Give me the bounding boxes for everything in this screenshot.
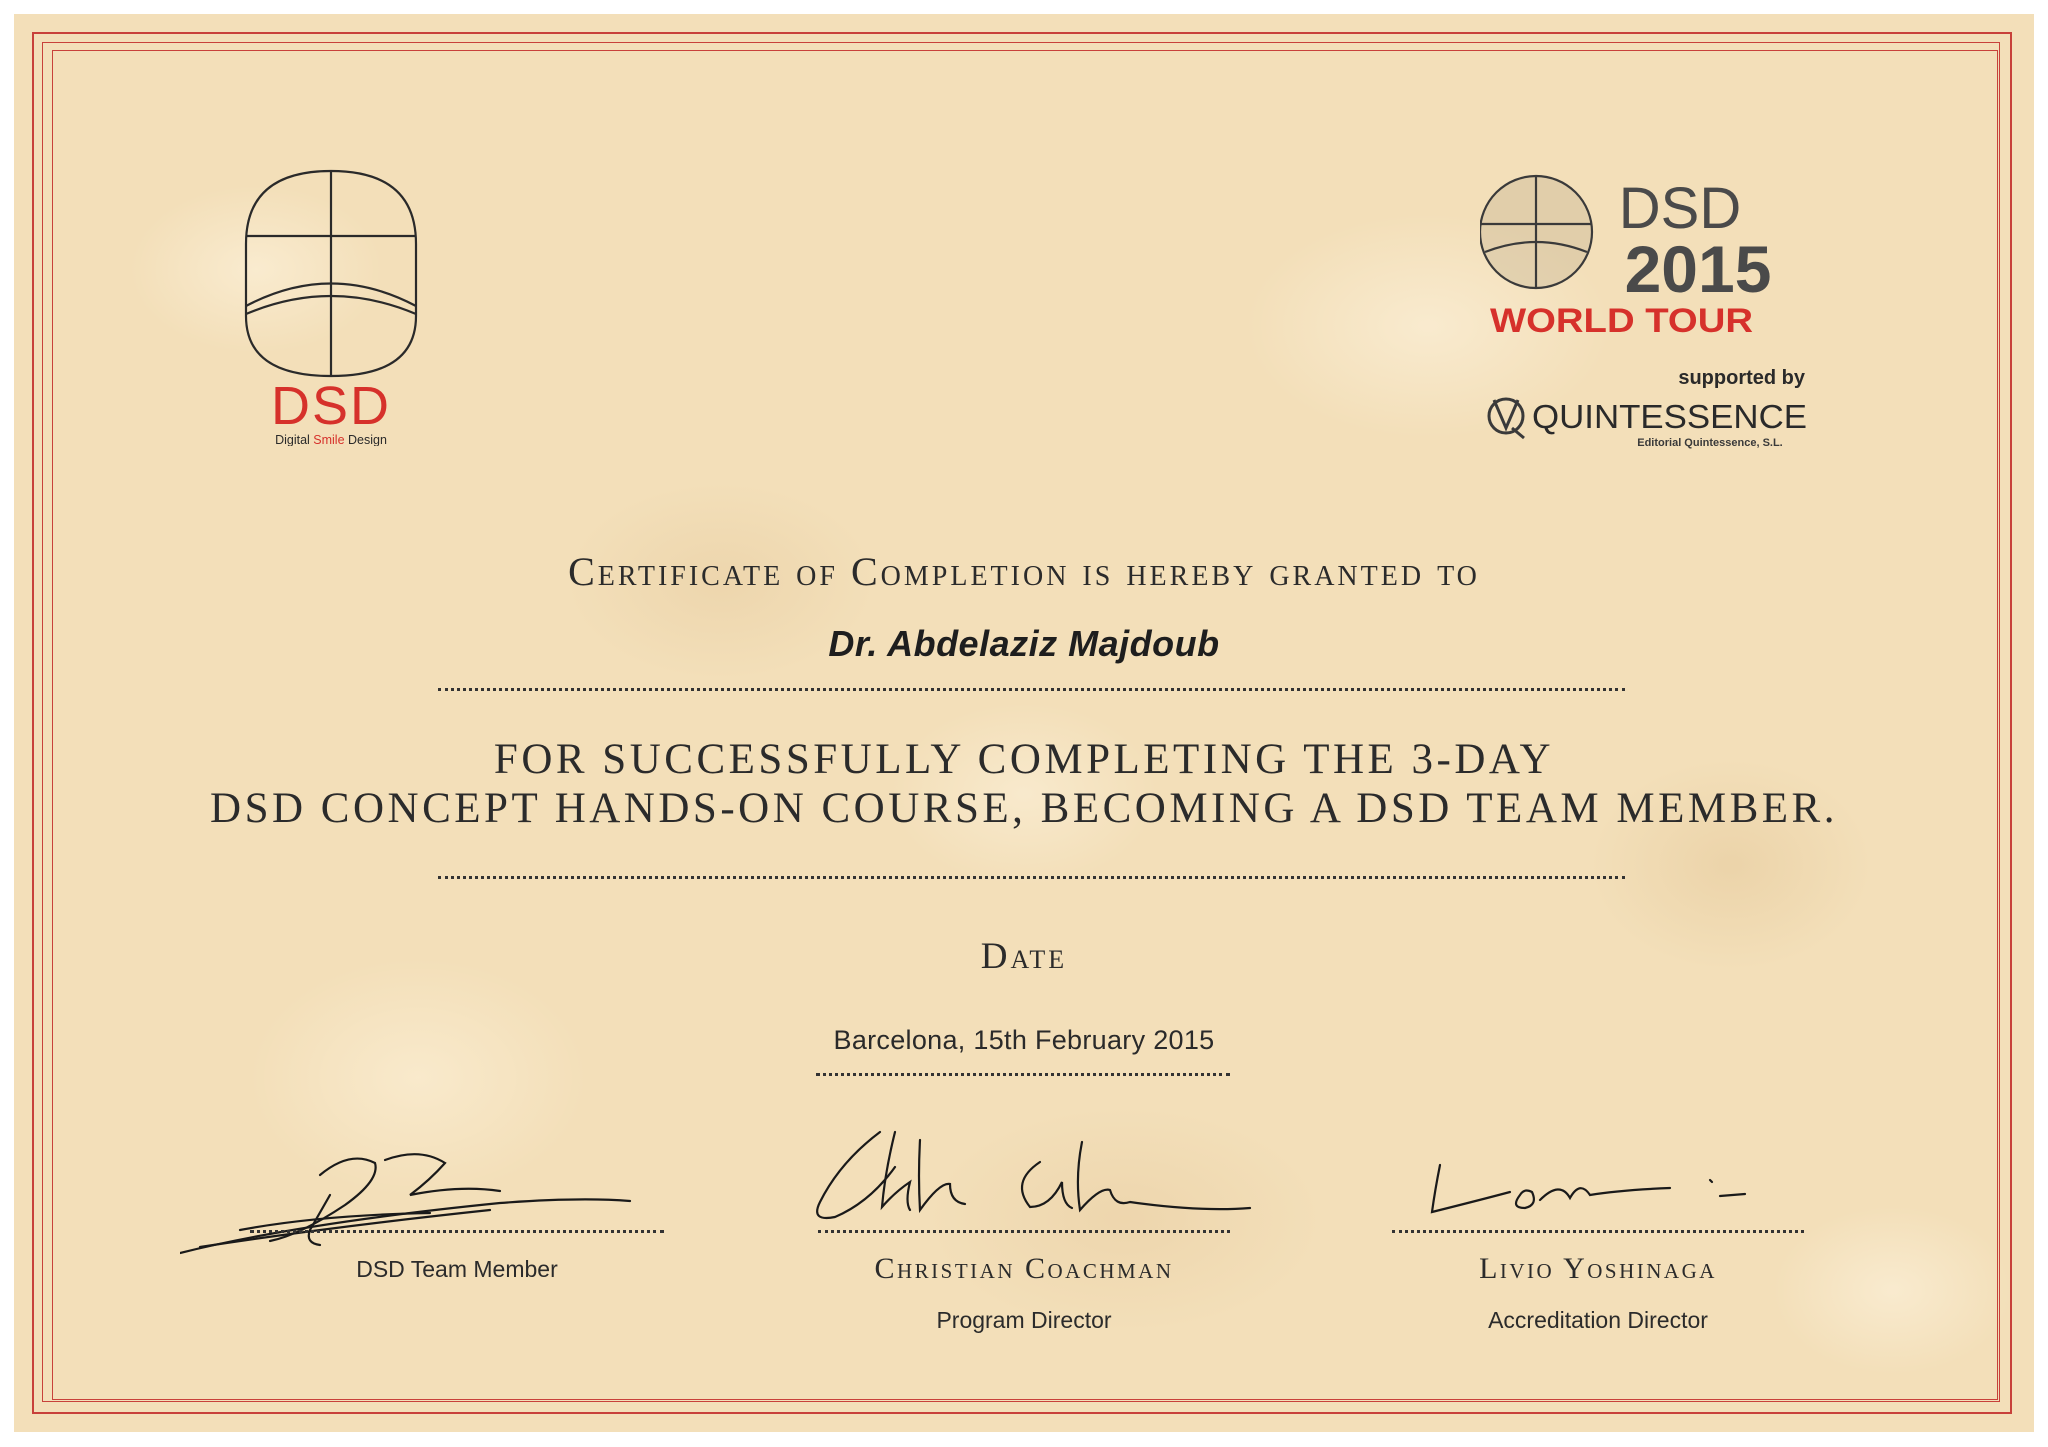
signature-christian-coachman <box>800 1122 1260 1232</box>
wt-year-text: 2015 <box>1624 232 1772 306</box>
dsd-tagline: Digital Smile Design <box>275 433 387 446</box>
reason-line-2: DSD CONCEPT HANDS-ON COURSE, BECOMING A DSD TEAM MEMBER. <box>210 785 1838 832</box>
quintessence-subtext: Editorial Quintessence, S.L. <box>1637 437 1783 449</box>
dsd-world-tour-logo <box>1480 170 1820 470</box>
date-underline <box>816 1073 1230 1076</box>
dsd-brand-text: DSD <box>270 376 392 436</box>
dsd-logo <box>236 166 426 446</box>
date-value: Barcelona, 15th February 2015 <box>833 1025 1215 1055</box>
dsd-emblem-icon <box>246 171 416 376</box>
certificate-heading: Certificate of Completion is hereby granted to <box>568 549 1480 594</box>
signature-label-2: Christian Coachman <box>874 1252 1174 1285</box>
date-label: Date <box>980 936 1068 977</box>
quintessence-q-icon <box>1489 399 1524 438</box>
recipient-name: Dr. Abdelaziz Majdoub <box>828 623 1220 664</box>
signature-line-1 <box>250 1230 664 1233</box>
reason-underline <box>438 876 1625 879</box>
reason-line-1: FOR SUCCESSFULLY COMPLETING THE 3-DAY <box>493 736 1555 783</box>
signature-role-2: Program Director <box>936 1307 1112 1333</box>
supported-by-text: supported by <box>1678 367 1805 389</box>
signature-line-2 <box>818 1230 1230 1233</box>
wt-tour-text: WORLD TOUR <box>1490 302 1753 340</box>
signature-line-3 <box>1392 1230 1804 1233</box>
signature-livio-yoshinaga <box>1420 1150 1780 1230</box>
recipient-underline <box>438 688 1625 691</box>
wt-dsd-text: DSD <box>1618 176 1742 241</box>
signature-dsd-team-member <box>180 1135 660 1265</box>
signature-label-1: DSD Team Member <box>356 1256 558 1282</box>
signature-role-3: Accreditation Director <box>1488 1307 1708 1333</box>
quintessence-text: QUINTESSENCE <box>1532 398 1807 435</box>
globe-icon <box>1480 176 1592 288</box>
signature-label-3: Livio Yoshinaga <box>1479 1252 1717 1285</box>
